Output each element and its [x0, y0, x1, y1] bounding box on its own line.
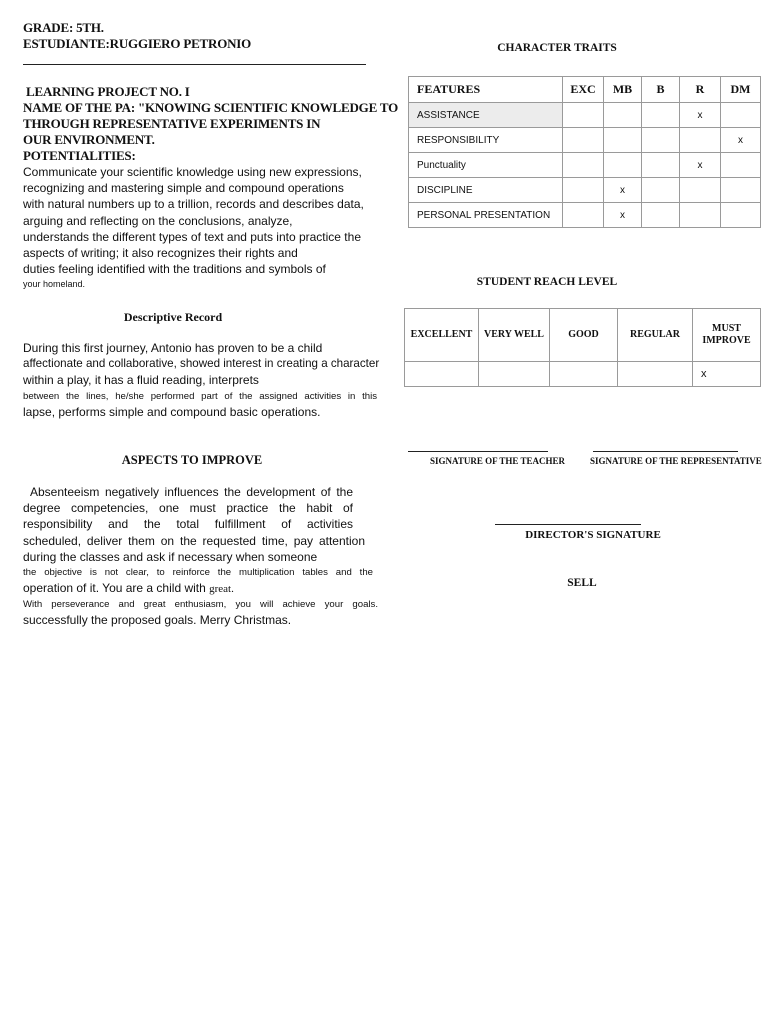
descriptive-line: between the lines, he/she performed part of the assigned activities in this — [23, 390, 377, 402]
improve-line-text: operation of it. You are a child with — [23, 581, 210, 596]
trait-mark — [604, 128, 642, 153]
table-row — [409, 128, 761, 153]
trait-mark — [604, 153, 642, 178]
potentialities-line: recognizing and mastering simple and compound operations — [23, 181, 344, 196]
trait-mark — [563, 103, 604, 128]
trait-mark — [563, 203, 604, 228]
trait-mark — [563, 178, 604, 203]
descriptive-line: During this first journey, Antonio has proven to be a child — [23, 341, 323, 355]
trait-mark: x — [721, 128, 761, 153]
potentialities-label: POTENTIALITIES: — [23, 148, 136, 163]
teacher-signature-line — [408, 451, 548, 452]
representative-signature-line — [593, 451, 738, 452]
reach-col-header: VERY WELL — [479, 309, 550, 362]
director-signature-label: DIRECTOR'S SIGNATURE — [525, 529, 661, 541]
descriptive-line: affectionate and collaborative, showed interest in creating a character — [23, 357, 380, 371]
table-row — [409, 203, 761, 228]
trait-name: PERSONAL PRESENTATION — [409, 203, 563, 228]
potentialities-line: understands the different types of text and puts into practice the — [23, 229, 361, 244]
traits-col-header: EXC — [563, 77, 604, 103]
trait-mark: x — [680, 103, 721, 128]
student-reach-level-table — [404, 308, 761, 387]
project-name-line-1: NAME OF THE PA: "KNOWING SCIENTIFIC KNOWLEDGE TO — [23, 100, 399, 115]
improve-line: during the classes and ask if necessary when someone — [23, 549, 318, 564]
student-reach-level-title: STUDENT REACH LEVEL — [476, 276, 618, 288]
project-name-line-2: THROUGH REPRESENTATIVE EXPERIMENTS IN — [23, 116, 321, 131]
improve-line-text: great. — [209, 583, 234, 596]
trait-name: Punctuality — [409, 153, 563, 178]
improve-line: the objective is not clear, to reinforce the multiplication tables and the — [23, 567, 373, 579]
reach-col-header: EXCELLENT — [405, 309, 479, 362]
improve-line: scheduled, deliver them on the requested time, pay attention — [23, 533, 365, 548]
potentialities-line: with natural numbers up to a trillion, records and describes data, — [23, 197, 364, 212]
trait-mark — [604, 103, 642, 128]
student-name: ESTUDIANTE:RUGGIERO PETRONIO — [23, 36, 252, 51]
improve-line: responsibility and the total fulfillment of activities — [23, 517, 353, 532]
project-name-line-3: OUR ENVIRONMENT. — [23, 132, 155, 147]
trait-mark: x — [680, 153, 721, 178]
reach-mark — [550, 362, 618, 387]
trait-mark — [680, 178, 721, 203]
trait-mark — [721, 178, 761, 203]
trait-mark — [680, 203, 721, 228]
trait-mark: x — [604, 203, 642, 228]
potentialities-line: aspects of writing; it also recognizes their rights and — [23, 246, 298, 261]
table-row — [409, 153, 761, 178]
descriptive-line: within a play, it has a fluid reading, interprets — [23, 373, 259, 388]
trait-mark — [642, 128, 680, 153]
grade-label: GRADE: 5TH. — [23, 20, 104, 35]
potentialities-line: arguing and reflecting on the conclusions, analyze, — [23, 213, 293, 228]
improve-line: degree competencies, one must practice the habit of — [23, 501, 353, 516]
improve-line — [23, 580, 378, 597]
traits-col-header: DM — [721, 77, 761, 103]
potentialities-line: Communicate your scientific knowledge using new expressions, — [23, 165, 362, 179]
trait-mark — [680, 128, 721, 153]
descriptive-record-text — [23, 340, 380, 420]
trait-name: RESPONSIBILITY — [409, 128, 563, 153]
improve-line: successfully the proposed goals. Merry Christmas. — [23, 613, 292, 628]
trait-mark — [563, 153, 604, 178]
traits-col-header: B — [642, 77, 680, 103]
trait-mark — [642, 203, 680, 228]
trait-mark — [642, 103, 680, 128]
reach-col-header: GOOD — [550, 309, 618, 362]
trait-name: DISCIPLINE — [409, 178, 563, 203]
traits-col-header: MB — [604, 77, 642, 103]
traits-col-header: FEATURES — [409, 77, 563, 103]
trait-mark — [721, 203, 761, 228]
table-row — [405, 362, 761, 387]
representative-signature-label: SIGNATURE OF THE REPRESENTATIVE — [590, 456, 762, 466]
aspects-to-improve-title: ASPECTS TO IMPROVE — [121, 453, 263, 467]
potentialities-text — [23, 164, 368, 292]
trait-mark: x — [604, 178, 642, 203]
table-row — [409, 178, 761, 203]
sell-label: SELL — [567, 577, 597, 589]
trait-name: ASSISTANCE — [409, 103, 563, 128]
potentialities-line: your homeland. — [23, 279, 86, 290]
reach-mark — [618, 362, 693, 387]
reach-mark — [405, 362, 479, 387]
reach-header-row — [405, 309, 761, 362]
table-row — [409, 103, 761, 128]
reach-col-header: MUST IMPROVE — [693, 309, 761, 362]
character-traits-table — [408, 76, 761, 228]
character-traits-title: CHARACTER TRAITS — [497, 42, 617, 54]
header-divider — [23, 64, 366, 65]
traits-col-header: R — [680, 77, 721, 103]
director-signature-line — [495, 524, 641, 525]
trait-mark — [642, 178, 680, 203]
aspects-to-improve-text — [23, 484, 378, 628]
traits-header-row — [409, 77, 761, 103]
potentialities-line: duties feeling identified with the traditions and symbols of — [23, 262, 326, 277]
reach-col-header: REGULAR — [618, 309, 693, 362]
reach-mark: x — [693, 362, 761, 387]
trait-mark — [642, 153, 680, 178]
descriptive-line: lapse, performs simple and compound basic operations. — [23, 404, 321, 419]
trait-mark — [563, 128, 604, 153]
trait-mark — [721, 103, 761, 128]
reach-mark — [479, 362, 550, 387]
improve-line: Absenteeism negatively influences the development of the — [30, 485, 353, 499]
descriptive-record-title: Descriptive Record — [123, 310, 223, 324]
teacher-signature-label: SIGNATURE OF THE TEACHER — [430, 456, 565, 466]
trait-mark — [721, 153, 761, 178]
improve-line: With perseverance and great enthusiasm, you will achieve your goals. — [23, 599, 378, 611]
project-number: LEARNING PROJECT NO. I — [26, 84, 190, 99]
